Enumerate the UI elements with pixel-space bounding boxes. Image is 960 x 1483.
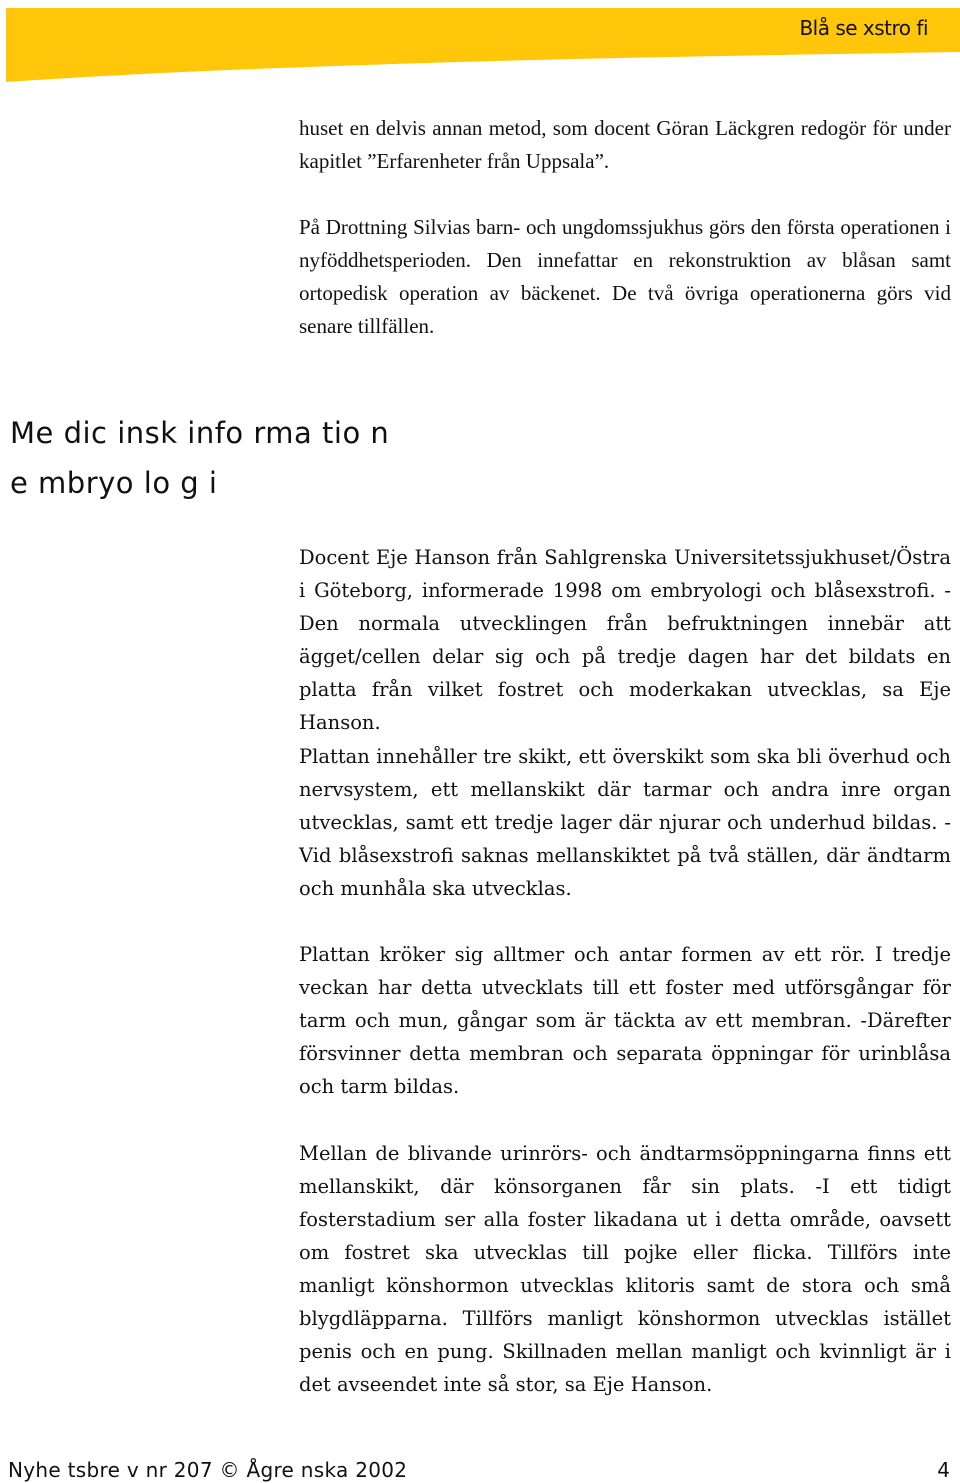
body-paragraph-2: Plattan innehåller tre skikt, ett överskikt som ska bli överhud och nervsystem, ett mellanskikt där tarmar och andra inre organ utvecklas, samt ett tredje lager där njurar och underhud bildas. -Vid blåsexstrofi saknas mellanskiktet på två ställen, där ändtarm och munhåla ska utvecklas. xyxy=(299,745,951,900)
body-paragraph-1: Docent Eje Hanson från Sahlgrenska Universitetssjukhuset/Östra i Göteborg, informerade 1998 om embryologi och blåsexstrofi. -Den normala utvecklingen från befruktningen innebär att ägget/cellen delar sig och på tredje dagen har det bildats en platta från vilket fostret och moderkakan utvecklas, sa Eje Hanson. xyxy=(299,546,951,734)
body-paragraph-3: Plattan kröker sig alltmer och antar formen av ett rör. I tredje veckan har detta utvecklats till ett foster med utförsgångar för tarm och mun, gångar som är täckta av ett membran. -Därefter försvinner detta membran och separata öppningar för urinblåsa och tarm bildas. xyxy=(299,943,951,1098)
header-banner xyxy=(0,0,960,90)
section-heading-line-1: Me dic insk info rma tio n xyxy=(10,416,390,450)
banner-shape xyxy=(0,0,960,90)
section-heading-line-2: e mbryo lo g i xyxy=(10,466,218,500)
body-paragraph-4: Mellan de blivande urinrörs- och ändtarmsöppningarna finns ett mellanskikt, där könsorganen får sin plats. -I ett tidigt fosterstadium ser alla foster likadana ut i detta område, oavsett om fostret ska utvecklas till pojke eller flicka. Tillförs inte manligt könshormon utvecklas klitoris samt de stora och små blygdläpparna. Tillförs manligt könshormon utvecklas istället penis och en pung. Skillnaden mellan manligt och kvinnligt är i det avseendet inte så stor, sa Eje Hanson. xyxy=(299,1142,951,1396)
header-title: Blå se xstro fi xyxy=(799,16,928,40)
intro-paragraph-2: På Drottning Silvias barn- och ungdomssjukhus görs den första operationen i nyföddhetsperioden. Den innefattar en rekonstruktion av blåsan samt ortopedisk operation av bäckenet. De två övriga operationerna görs vid senare tillfällen. xyxy=(299,215,951,338)
footer-newsletter-label: Nyhe tsbre v nr 207 © Ågre nska 2002 xyxy=(8,1458,408,1482)
intro-paragraph-1: huset en delvis annan metod, som docent Göran Läckgren redogör för under kapitlet ”Erfarenheter från Uppsala”. xyxy=(299,116,951,173)
page-number: 4 xyxy=(937,1458,950,1482)
